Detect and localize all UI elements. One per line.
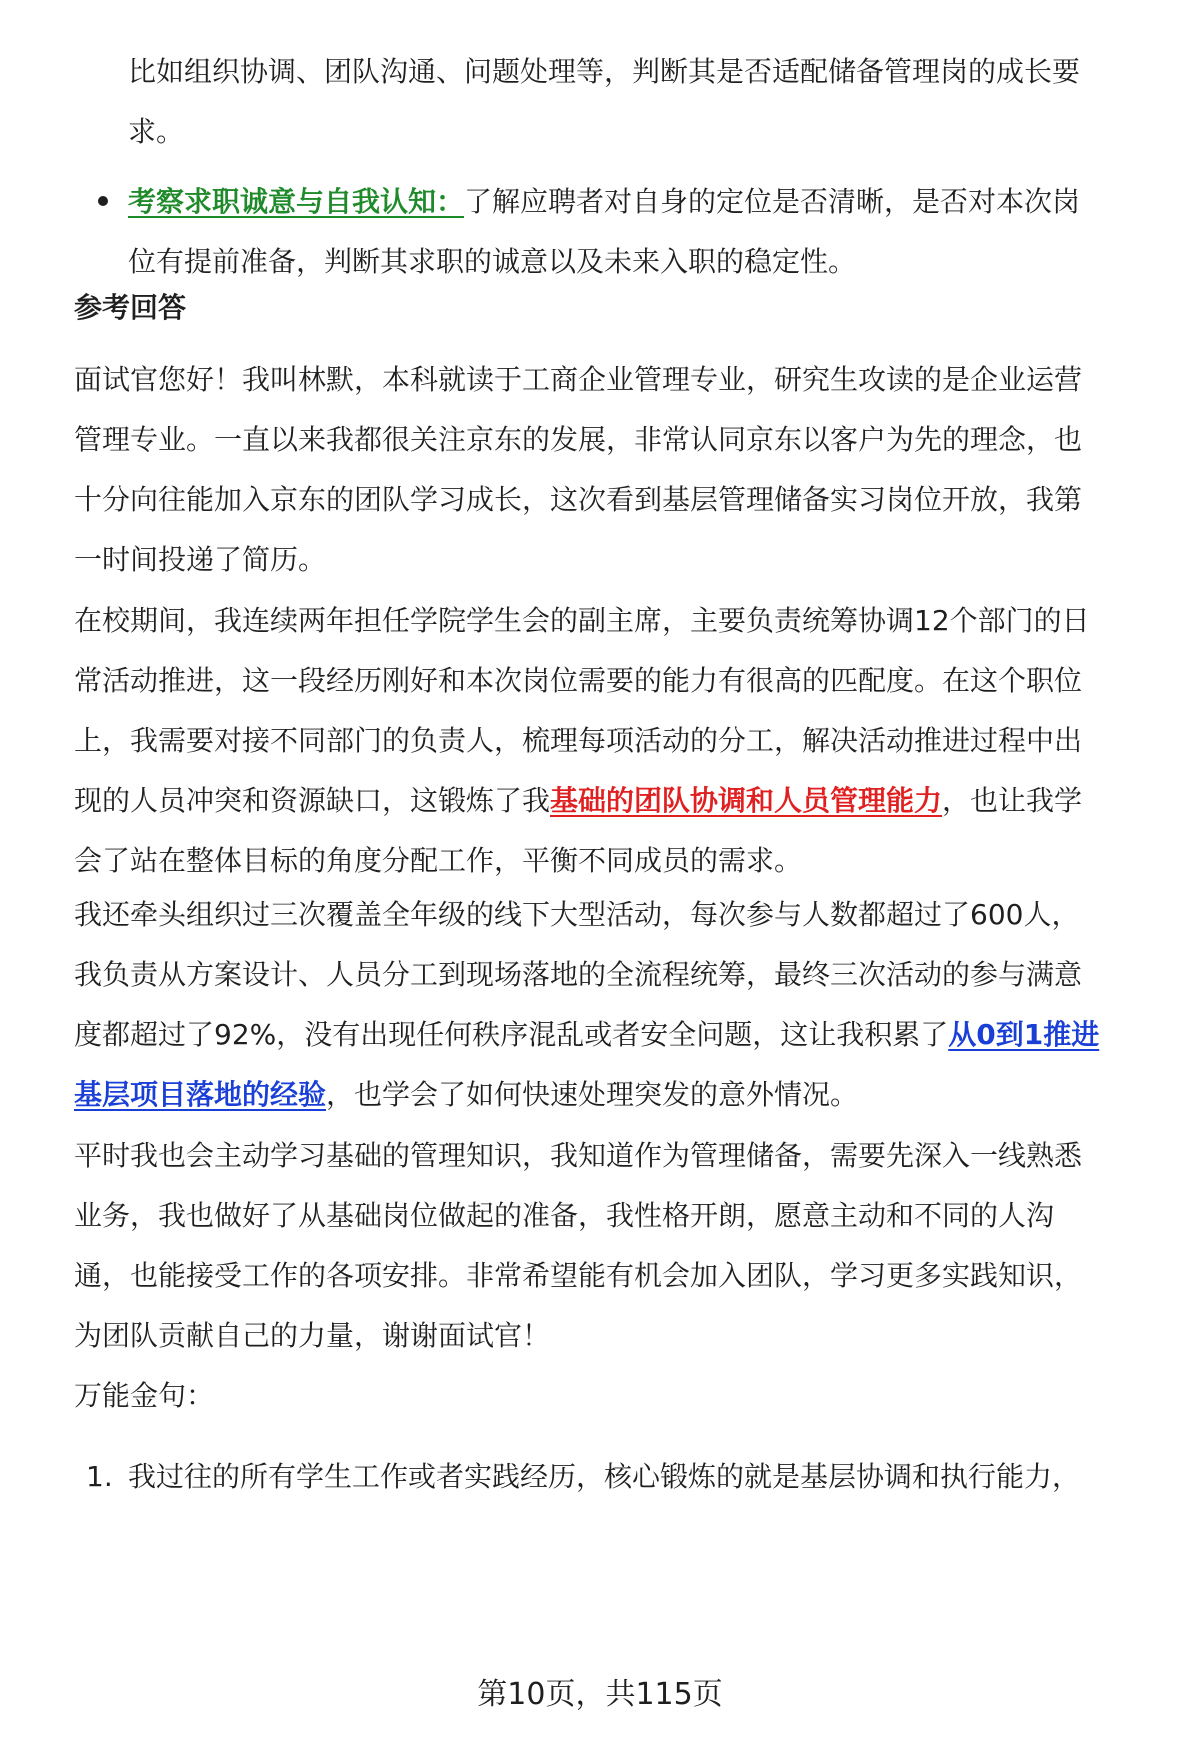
text-line <box>74 1065 1164 1125</box>
paragraph-closing <box>74 1126 1164 1366</box>
text-line: 为团队贡献自己的力量，谢谢面试官！ <box>74 1319 551 1352</box>
text-line: 位有提前准备，判断其求职的诚意以及未来入职的稳定性。 <box>128 245 857 278</box>
golden-label: 万能金句： <box>74 1379 215 1412</box>
list-item <box>128 1447 1158 1507</box>
text-line: 十分向往能加入京东的团队学习成长，这次看到基层管理储备实习岗位开放，我第 <box>74 483 1083 516</box>
text-line <box>74 771 1164 831</box>
text-line: 上，我需要对接不同部门的负责人，梳理每项活动的分工，解决活动推进过程中出 <box>74 724 1083 757</box>
text-line: 比如组织协调、团队沟通、问题处理等，判断其是否适配储备管理岗的成长要 <box>128 55 1081 88</box>
bullet-dot <box>98 196 108 206</box>
highlight-blue: 基层项目落地的经验 <box>74 1078 327 1111</box>
text-line: 通，也能接受工作的各项安排。非常希望能有机会加入团队，学习更多实践知识， <box>74 1259 1083 1292</box>
text-line: 会了站在整体目标的角度分配工作，平衡不同成员的需求。 <box>74 844 803 877</box>
text-line: 我过往的所有学生工作或者实践经历，核心锻炼的就是基层协调和执行能力， <box>128 1460 1081 1493</box>
text-line <box>74 1005 1164 1065</box>
bullet2-text: 了解应聘者对自身的定位是否清晰，是否对本次岗 <box>464 185 1081 218</box>
paragraph-activities <box>74 885 1164 1125</box>
highlight-blue: 从0到1推进 <box>948 1018 1100 1051</box>
text-line: 平时我也会主动学习基础的管理知识，我知道作为管理储备，需要先深入一线熟悉 <box>74 1139 1083 1172</box>
bullet1-continuation <box>128 42 1158 162</box>
text-line: 面试官您好！我叫林默，本科就读于工商企业管理专业，研究生攻读的是企业运营 <box>74 363 1083 396</box>
text-line: 我负责从方案设计、人员分工到现场落地的全流程统筹，最终三次活动的参与满意 <box>74 958 1083 991</box>
text-line: 求。 <box>128 115 185 148</box>
text-segment: ，也让我学 <box>942 784 1083 817</box>
list-number: 1. <box>86 1460 113 1493</box>
text-segment: 度都超过了92%，没有出现任何秩序混乱或者安全问题，这让我积累了 <box>74 1018 949 1051</box>
text-segment: ，也学会了如何快速处理突发的意外情况。 <box>326 1078 859 1111</box>
text-segment: 现的人员冲突和资源缺口，这锻炼了我 <box>74 784 551 817</box>
golden-label-block <box>74 1366 1164 1426</box>
text-line: 我还牵头组织过三次覆盖全年级的线下大型活动，每次参与人数都超过了600人， <box>74 898 1080 931</box>
text-line: 管理专业。一直以来我都很关注京东的发展，非常认同京东以客户为先的理念，也 <box>74 423 1083 456</box>
paragraph-intro <box>74 350 1164 590</box>
page-footer: 第10页，共115页 <box>477 1677 723 1712</box>
text-line: 一时间投递了简历。 <box>74 543 327 576</box>
text-line: 在校期间，我连续两年担任学院学生会的副主席，主要负责统筹协调12个部门的日 <box>74 604 1090 637</box>
bullet2-item <box>128 172 1158 292</box>
answer-heading: 参考回答 <box>74 291 187 324</box>
text-line <box>128 172 1158 232</box>
paragraph-student-union <box>74 591 1164 891</box>
text-line: 业务，我也做好了从基础岗位做起的准备，我性格开朗，愿意主动和不同的人沟 <box>74 1199 1055 1232</box>
text-line: 常活动推进，这一段经历刚好和本次岗位需要的能力有很高的匹配度。在这个职位 <box>74 664 1083 697</box>
highlight-red: 基础的团队协调和人员管理能力 <box>550 784 943 817</box>
bullet2-label: 考察求职诚意与自我认知： <box>128 185 465 218</box>
answer-heading-block <box>74 278 1164 338</box>
